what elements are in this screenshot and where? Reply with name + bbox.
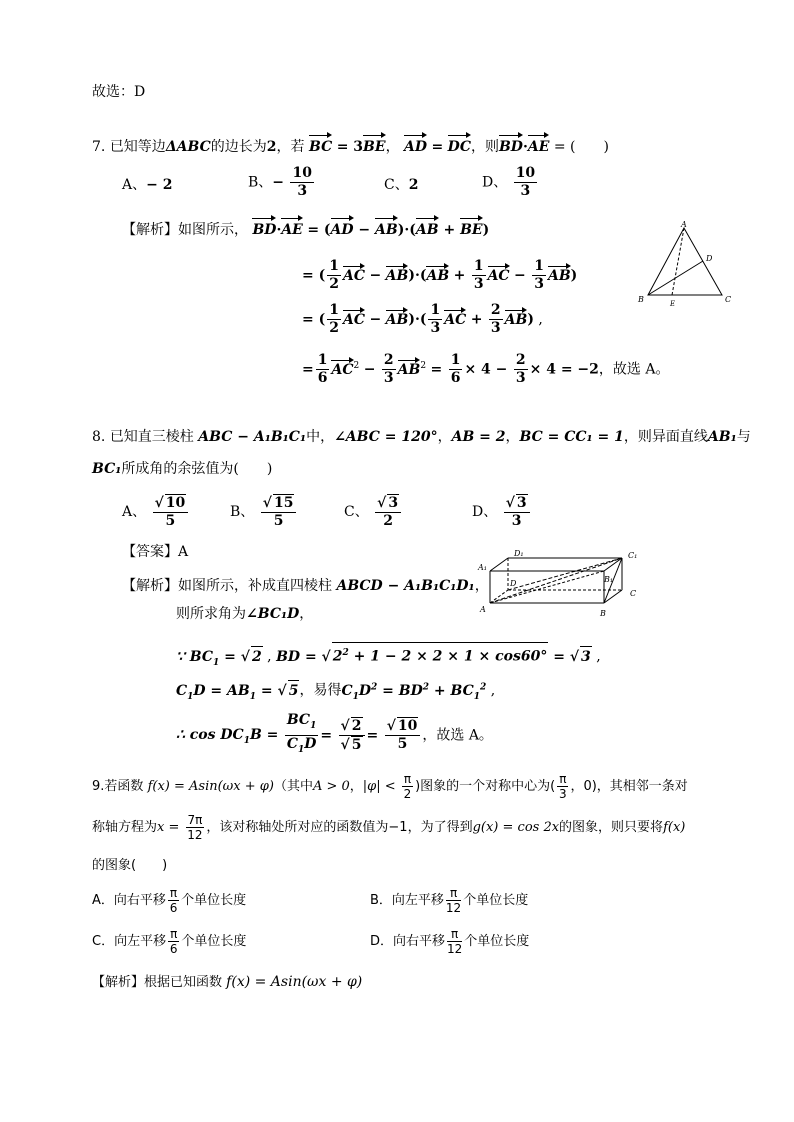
q8-solution-line-5: ∴ $\cos DC_1B$ = $\frac{BC_1}{C_1D}$ = $\frac{√ 2}{√ 5}$ = $\frac{√ 10}{5}$ ，故选 A。 <box>176 712 493 755</box>
q7-option-d: D、 $\frac{10}{3}$ <box>482 165 536 199</box>
q9-option-d: D．向右平移 $\frac{\pi}{12}$ 个单位长度 <box>370 927 530 956</box>
q9-stem-line-1: 9.若函数 f(x) = Asin(ωx + φ)（其中A > 0，|φ| < $\frac{\pi}{2}$ )图象的一个对称中心为( $\frac{\pi}{3}$ ，0)，其相邻一条对 <box>92 772 688 801</box>
vector-be: BE <box>363 139 386 155</box>
q9-solution: 【解析】根据已知函数 f(x) = Asin(ωx + φ) <box>92 974 363 990</box>
label-e: E <box>670 300 676 308</box>
q9-option-c: C．向左平移 $\frac{\pi}{6}$ 个单位长度 <box>92 927 247 956</box>
label-b: B <box>600 609 606 618</box>
q8-stem-line-1: 8. 已知直三棱柱 ABC − A₁B₁C₁中，∠ABC = 120°，AB = 2，BC = CC₁ = 1，则异面直线AB₁与 <box>92 429 751 445</box>
q9-stem-line-3: 的图象( ) <box>92 858 168 873</box>
q8-stem-line-2: BC₁所成角的余弦值为( ) <box>92 461 273 477</box>
vector-bd: BD <box>498 139 523 155</box>
q9-stem-line-2: 称轴方程为x = $\frac{7\pi}{12}$ ，该对称轴处所对应的函数值为−1，为了得到g(x) = cos 2x的图象，则只要将f(x) <box>92 813 686 842</box>
label-a: A <box>480 605 486 614</box>
segment-bd <box>648 261 703 295</box>
vector-bc: BC <box>308 139 333 155</box>
q8-solution-line-1: 【解析】如图所示，补成直四棱柱 ABCD − A₁B₁C₁D₁， <box>122 578 489 594</box>
q8-prism-figure <box>476 548 646 624</box>
q7-solution-line-2: = ( $\frac{1}{2}$ AC − AB)·(AB + $\frac{1}{3}$ AC − $\frac{1}{3}$ AB) <box>302 258 578 292</box>
q7-solution-line-1: 【解析】如图所示， BD·AE = (AD − AB)·(AB + BE) <box>122 222 490 238</box>
label-c: C <box>630 589 637 598</box>
label-c1: C₁ <box>628 551 638 560</box>
previous-conclusion: 故选：D <box>92 84 146 100</box>
q7-option-a: A、− 2 <box>122 177 173 193</box>
label-d1: D₁ <box>514 549 524 558</box>
q8-number: 8. <box>92 429 106 445</box>
vector-dc: DC <box>447 139 471 155</box>
label-b: B <box>638 295 644 304</box>
label-b1: B₁ <box>604 575 614 584</box>
q8-solution-line-4: $C_1D = AB_1$ = √ 5，易得$C_1D^2 = BD^2 + BC_1^2$ , <box>176 677 495 706</box>
q7-solution-line-3: = ( $\frac{1}{2}$ AC − AB)·( $\frac{1}{3}$ AC + $\frac{2}{3}$ AB) , <box>302 302 543 336</box>
q9-option-b: B．向左平移 $\frac{\pi}{12}$ 个单位长度 <box>370 886 529 915</box>
segment-ae <box>672 228 684 295</box>
q7-solution-line-4: = $\frac{1}{6}$ $AC^2$ − $\frac{2}{3}$ $AB^2$ = $\frac{1}{6}$ × 4 − $\frac{2}{3}$ × 4 = −2，故选 A。 <box>302 352 670 386</box>
q8-option-b: B、 $\frac{√ 15}{5}$ <box>230 494 298 530</box>
vector-ae: AE <box>527 139 550 155</box>
q7-option-b: B、− $\frac{10}{3}$ <box>248 165 312 199</box>
q8-answer: 【答案】A <box>122 544 189 560</box>
label-d: D <box>706 254 713 263</box>
q7-option-c: C、2 <box>384 177 419 193</box>
q8-option-c: C、 $\frac{√ 3}{2}$ <box>344 494 403 530</box>
q8-solution-line-3: ∵ $BC_1$ = √ 2 , BD = √ $2^2 + 1 - 2 \times 2 \times 1 \times \cos 60^\circ$ = √ 3 , <box>176 642 601 672</box>
q7-triangle-figure <box>634 220 734 310</box>
q7-stem: 7. 已知等边ΔABC的边长为2，若 BC = 3BE， AD = DC，则BD·AE = ( ) <box>92 139 609 155</box>
label-a: A <box>681 220 687 229</box>
q8-option-a: A、 $\frac{√ 10}{5}$ <box>122 494 190 530</box>
label-a1: A₁ <box>478 563 487 572</box>
label-c: C <box>725 295 732 304</box>
label-d: D <box>510 579 517 588</box>
q9-option-a: A．向右平移 $\frac{\pi}{6}$ 个单位长度 <box>92 886 247 915</box>
q8-solution-line-2: 则所求角为∠BC₁D， <box>176 606 314 622</box>
q8-option-d: D、 $\frac{√ 3}{3}$ <box>472 494 532 530</box>
q7-number: 7. <box>92 139 106 155</box>
vector-ad: AD <box>404 139 428 155</box>
